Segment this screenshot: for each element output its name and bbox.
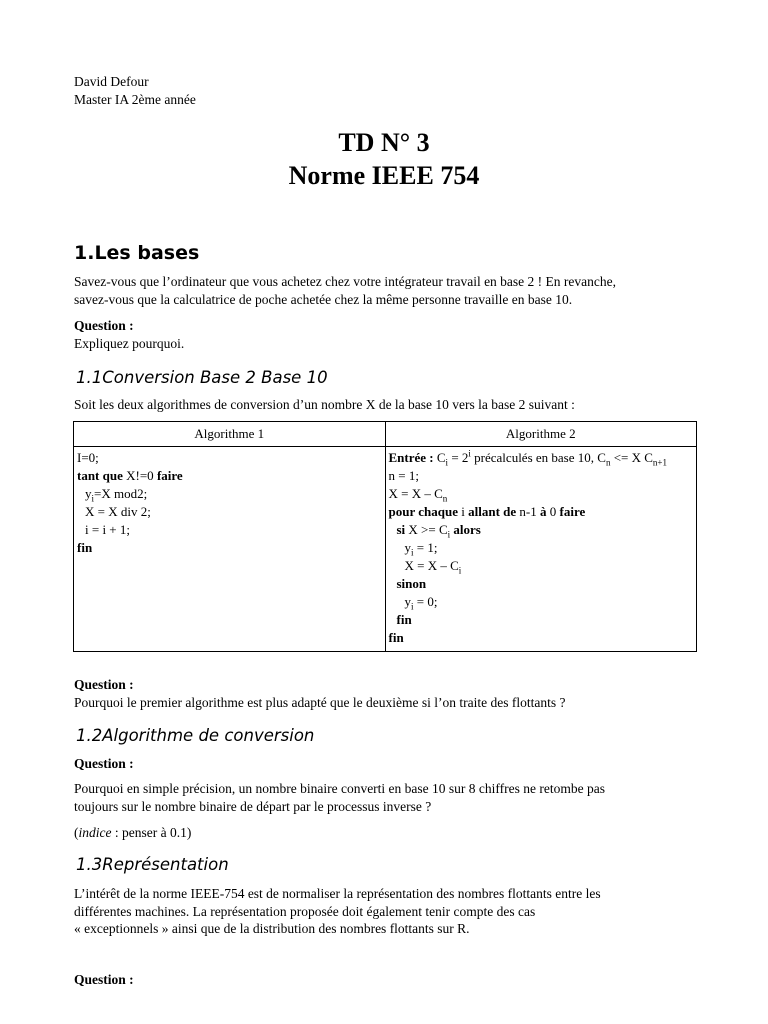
title-line-1: TD N° 3	[338, 128, 430, 157]
code-keyword: faire	[156, 468, 183, 483]
paragraph-line: différentes machines. La représentation proposée doit également tenir compte des cas	[74, 903, 536, 919]
paragraph-line: savez-vous que la calculatrice de poche achetée chez la même personne travaille en base 10.	[74, 291, 573, 307]
title-line-2: Norme IEEE 754	[288, 161, 480, 190]
code-line	[389, 521, 694, 539]
document-title	[0, 126, 768, 192]
code-keyword: alors	[450, 522, 481, 537]
code-line: i = i + 1;	[85, 522, 130, 537]
algorithm-1-code	[74, 447, 386, 652]
code-text: = 2	[448, 450, 469, 465]
code-line	[389, 449, 694, 467]
section-1-paragraph	[74, 273, 704, 308]
hint-text: (	[74, 825, 79, 840]
code-line: X = X div 2;	[85, 504, 151, 519]
code-subscript: i	[447, 529, 451, 540]
question-text: Expliquez pourquoi.	[74, 335, 185, 351]
code-keyword: si	[396, 522, 406, 537]
code-text: 0	[546, 504, 560, 519]
code-keyword: sinon	[396, 576, 427, 591]
section-heading-1-2: 1.2Algorithme de conversion	[76, 726, 315, 745]
code-text: y	[404, 594, 411, 609]
code-keyword: Entrée :	[388, 450, 434, 465]
code-line	[389, 539, 694, 557]
question-label: Question :	[74, 972, 134, 987]
code-keyword: pour chaque	[388, 504, 458, 519]
author-name: David Defour	[74, 74, 149, 89]
code-text: précalculés en base 10, C	[470, 450, 606, 465]
section-1-question	[74, 317, 704, 352]
table-row	[74, 447, 697, 652]
question-label: Question :	[74, 318, 134, 333]
code-text: i	[457, 504, 469, 519]
section-heading-1-3: 1.3Représentation	[76, 855, 229, 874]
code-line	[77, 467, 382, 485]
code-keyword: fin	[396, 612, 412, 627]
code-subscript: i	[411, 601, 414, 612]
code-keyword: allant de	[468, 504, 517, 519]
code-text: y	[85, 486, 92, 501]
algorithm-2-code	[385, 447, 697, 652]
code-text: X!=0	[122, 468, 157, 483]
code-text: = 1;	[413, 540, 438, 555]
code-line: n = 1;	[388, 468, 419, 483]
code-subscript: i	[445, 457, 449, 468]
question-label: Question :	[74, 756, 134, 771]
section-1-2-paragraph	[74, 780, 704, 815]
code-subscript: n+1	[652, 457, 667, 468]
section-1-3-paragraph	[74, 885, 704, 938]
table-header-algorithm-1: Algorithme 1	[74, 422, 386, 447]
hint-keyword: indice	[78, 825, 112, 840]
code-subscript: i	[91, 493, 95, 504]
code-keyword: fin	[388, 630, 404, 645]
section-1-1-question	[74, 676, 704, 711]
paragraph-line: L’intérêt de la norme IEEE-754 est de normaliser la représentation des nombres flottants entre les	[74, 886, 601, 901]
section-1-3-question-label	[74, 971, 704, 989]
paragraph-line: Savez-vous que l’ordinateur que vous achetez chez votre intégrateur travail en base 2 ! En revanche,	[74, 274, 617, 289]
code-text: n-1	[516, 504, 540, 519]
section-1-2-hint	[74, 824, 704, 842]
algorithms-table	[73, 421, 697, 652]
code-subscript: i	[411, 547, 414, 558]
code-text: y	[404, 540, 411, 555]
section-heading-1-1: 1.1Conversion Base 2 Base 10	[76, 368, 328, 387]
author-program: Master IA 2ème année	[74, 91, 196, 107]
question-text: Pourquoi le premier algorithme est plus adapté que le deuxième si l’on traite des flottants ?	[74, 694, 566, 710]
code-subscript: i	[458, 565, 462, 576]
code-line	[389, 557, 694, 575]
section-1-1-intro: Soit les deux algorithmes de conversion d’un nombre X de la base 10 vers la base 2 suivant :	[74, 397, 575, 412]
author-block	[74, 73, 196, 108]
paragraph-line: Pourquoi en simple précision, un nombre binaire converti en base 10 sur 8 chiffres ne retombe pas	[74, 781, 605, 796]
code-superscript: i	[468, 448, 471, 459]
code-keyword: à	[540, 504, 547, 519]
paragraph-line: « exceptionnels » ainsi que de la distribution des nombres flottants sur R.	[74, 921, 470, 936]
question-label: Question :	[74, 677, 134, 692]
table-header-algorithm-2: Algorithme 2	[385, 422, 697, 447]
code-text: =X mod2;	[94, 486, 148, 501]
code-keyword: fin	[77, 540, 93, 555]
code-line	[389, 593, 694, 611]
paragraph-line: toujours sur le nombre binaire de départ par le processus inverse ?	[74, 798, 432, 814]
code-line	[389, 503, 694, 521]
code-text: = 0;	[413, 594, 438, 609]
code-subscript: n	[442, 493, 448, 504]
code-text: X >= C	[405, 522, 448, 537]
code-line: I=0;	[77, 450, 99, 465]
section-heading-1: 1.Les bases	[74, 242, 200, 264]
code-line	[389, 485, 694, 503]
code-text: <= X C	[610, 450, 653, 465]
table-header-row	[74, 422, 697, 447]
code-text: X = X – C	[388, 486, 443, 501]
section-1-2-question-label	[74, 755, 704, 773]
code-text: X = X – C	[404, 558, 459, 573]
code-keyword: tant que	[77, 468, 123, 483]
hint-text: : penser à 0.1)	[111, 825, 192, 840]
code-line	[77, 485, 382, 503]
code-keyword: faire	[559, 504, 586, 519]
code-text: C	[433, 450, 446, 465]
code-subscript: n	[605, 457, 611, 468]
